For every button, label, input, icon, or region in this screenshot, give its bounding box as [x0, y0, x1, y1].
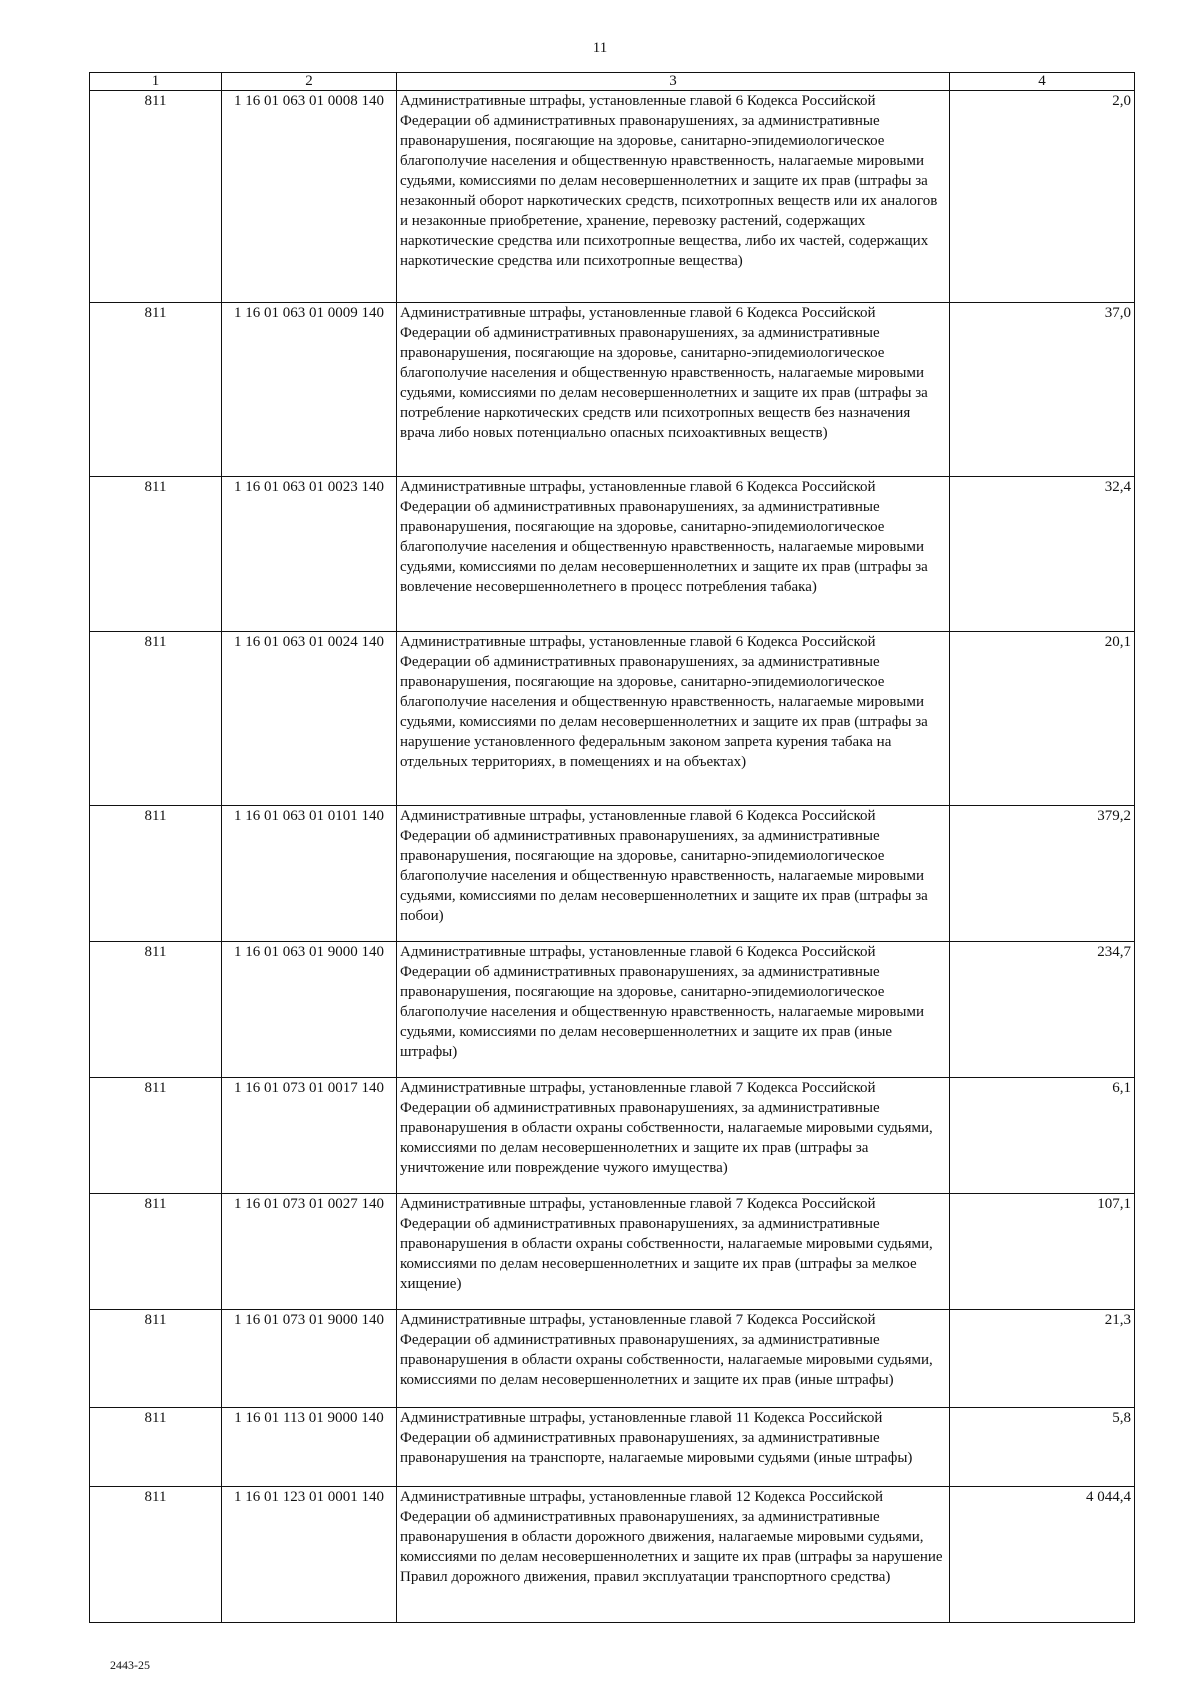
- admin-code-cell: 811: [90, 1310, 222, 1408]
- description-cell: Административные штрафы, установленные главой 12 Кодекса Российской Федерации об административных правонарушениях, за административные правонарушения в области дорожного движения, налагаемые мировыми судьями, комиссиями по делам несовершеннолетних и защите их прав (штрафы за нарушение Правил дорожного движения, правил эксплуатации транспортного средства): [397, 1487, 950, 1623]
- amount-cell: 32,4: [950, 477, 1135, 632]
- admin-code-cell: 811: [90, 1487, 222, 1623]
- amount-cell: 379,2: [950, 806, 1135, 942]
- table-row: [90, 91, 1135, 303]
- table-row: [90, 477, 1135, 632]
- column-header-2: 2: [222, 73, 397, 91]
- column-header-1: 1: [90, 73, 222, 91]
- description-cell: Административные штрафы, установленные главой 7 Кодекса Российской Федерации об административных правонарушениях, за административные правонарушения в области охраны собственности, налагаемые мировыми судьями, комиссиями по делам несовершеннолетних и защите их прав (иные штрафы): [397, 1310, 950, 1408]
- admin-code-cell: 811: [90, 1408, 222, 1487]
- table-row: [90, 1194, 1135, 1310]
- description-cell: Административные штрафы, установленные главой 6 Кодекса Российской Федерации об административных правонарушениях, за административные правонарушения, посягающие на здоровье, санитарно-эпидемиологическое благополучие населения и общественную нравственность, налагаемые мировыми судьями, комиссиями по делам несовершеннолетних и защите их прав (штрафы за побои): [397, 806, 950, 942]
- budget-code-cell: 1 16 01 063 01 0008 140: [222, 91, 397, 303]
- budget-code-cell: 1 16 01 073 01 0027 140: [222, 1194, 397, 1310]
- table-header-row: [90, 73, 1135, 91]
- table-row: [90, 1078, 1135, 1194]
- admin-code-cell: 811: [90, 806, 222, 942]
- amount-cell: 37,0: [950, 303, 1135, 477]
- description-cell: Административные штрафы, установленные главой 6 Кодекса Российской Федерации об административных правонарушениях, за административные правонарушения, посягающие на здоровье, санитарно-эпидемиологическое благополучие населения и общественную нравственность, налагаемые мировыми судьями, комиссиями по делам несовершеннолетних и защите их прав (штрафы за потребление наркотических средств или психотропных веществ без назначения врача либо новых потенциально опасных психоактивных веществ): [397, 303, 950, 477]
- table-row: [90, 1310, 1135, 1408]
- budget-code-cell: 1 16 01 073 01 0017 140: [222, 1078, 397, 1194]
- description-cell: Административные штрафы, установленные главой 7 Кодекса Российской Федерации об административных правонарушениях, за административные правонарушения в области охраны собственности, налагаемые мировыми судьями, комиссиями по делам несовершеннолетних и защите их прав (штрафы за уничтожение или повреждение чужого имущества): [397, 1078, 950, 1194]
- admin-code-cell: 811: [90, 91, 222, 303]
- admin-code-cell: 811: [90, 1194, 222, 1310]
- table-row: [90, 942, 1135, 1078]
- amount-cell: 107,1: [950, 1194, 1135, 1310]
- budget-code-cell: 1 16 01 063 01 0101 140: [222, 806, 397, 942]
- budget-code-cell: 1 16 01 063 01 9000 140: [222, 942, 397, 1078]
- table-row: [90, 303, 1135, 477]
- amount-cell: 2,0: [950, 91, 1135, 303]
- budget-code-cell: 1 16 01 063 01 0009 140: [222, 303, 397, 477]
- admin-code-cell: 811: [90, 303, 222, 477]
- budget-code-cell: 1 16 01 063 01 0024 140: [222, 632, 397, 806]
- amount-cell: 234,7: [950, 942, 1135, 1078]
- description-cell: Административные штрафы, установленные главой 11 Кодекса Российской Федерации об административных правонарушениях, за административные правонарушения на транспорте, налагаемые мировыми судьями (иные штрафы): [397, 1408, 950, 1487]
- amount-cell: 6,1: [950, 1078, 1135, 1194]
- amount-cell: 21,3: [950, 1310, 1135, 1408]
- table-row: [90, 806, 1135, 942]
- budget-code-cell: 1 16 01 073 01 9000 140: [222, 1310, 397, 1408]
- column-header-4: 4: [950, 73, 1135, 91]
- budget-code-cell: 1 16 01 063 01 0023 140: [222, 477, 397, 632]
- amount-cell: 20,1: [950, 632, 1135, 806]
- admin-code-cell: 811: [90, 1078, 222, 1194]
- budget-code-cell: 1 16 01 113 01 9000 140: [222, 1408, 397, 1487]
- amount-cell: 4 044,4: [950, 1487, 1135, 1623]
- description-cell: Административные штрафы, установленные главой 6 Кодекса Российской Федерации об административных правонарушениях, за административные правонарушения, посягающие на здоровье, санитарно-эпидемиологическое благополучие населения и общественную нравственность, налагаемые мировыми судьями, комиссиями по делам несовершеннолетних и защите их прав (штрафы за незаконный оборот наркотических средств, психотропных веществ или их аналогов и незаконные приобретение, хранение, перевозку растений, содержащих наркотические средства или психотропные вещества, либо их частей, содержащих наркотические средства или психотропные вещества): [397, 91, 950, 303]
- page-number: 11: [592, 40, 608, 56]
- description-cell: Административные штрафы, установленные главой 7 Кодекса Российской Федерации об административных правонарушениях, за административные правонарушения в области охраны собственности, налагаемые мировыми судьями, комиссиями по делам несовершеннолетних и защите их прав (штрафы за мелкое хищение): [397, 1194, 950, 1310]
- table-row: [90, 632, 1135, 806]
- description-cell: Административные штрафы, установленные главой 6 Кодекса Российской Федерации об административных правонарушениях, за административные правонарушения, посягающие на здоровье, санитарно-эпидемиологическое благополучие населения и общественную нравственность, налагаемые мировыми судьями, комиссиями по делам несовершеннолетних и защите их прав (штрафы за нарушение установленного федеральным законом запрета курения табака на отдельных территориях, в помещениях и на объектах): [397, 632, 950, 806]
- description-cell: Административные штрафы, установленные главой 6 Кодекса Российской Федерации об административных правонарушениях, за административные правонарушения, посягающие на здоровье, санитарно-эпидемиологическое благополучие населения и общественную нравственность, налагаемые мировыми судьями, комиссиями по делам несовершеннолетних и защите их прав (штрафы за вовлечение несовершеннолетнего в процесс потребления табака): [397, 477, 950, 632]
- amount-cell: 5,8: [950, 1408, 1135, 1487]
- admin-code-cell: 811: [90, 632, 222, 806]
- description-cell: Административные штрафы, установленные главой 6 Кодекса Российской Федерации об административных правонарушениях, за административные правонарушения, посягающие на здоровье, санитарно-эпидемиологическое благополучие населения и общественную нравственность, налагаемые мировыми судьями, комиссиями по делам несовершеннолетних и защите их прав (иные штрафы): [397, 942, 950, 1078]
- admin-code-cell: 811: [90, 477, 222, 632]
- admin-code-cell: 811: [90, 942, 222, 1078]
- table-row: [90, 1487, 1135, 1623]
- revenue-table: [89, 72, 1135, 1623]
- table-row: [90, 1408, 1135, 1487]
- budget-code-cell: 1 16 01 123 01 0001 140: [222, 1487, 397, 1623]
- column-header-3: 3: [397, 73, 950, 91]
- document-code: 2443-25: [110, 1658, 150, 1672]
